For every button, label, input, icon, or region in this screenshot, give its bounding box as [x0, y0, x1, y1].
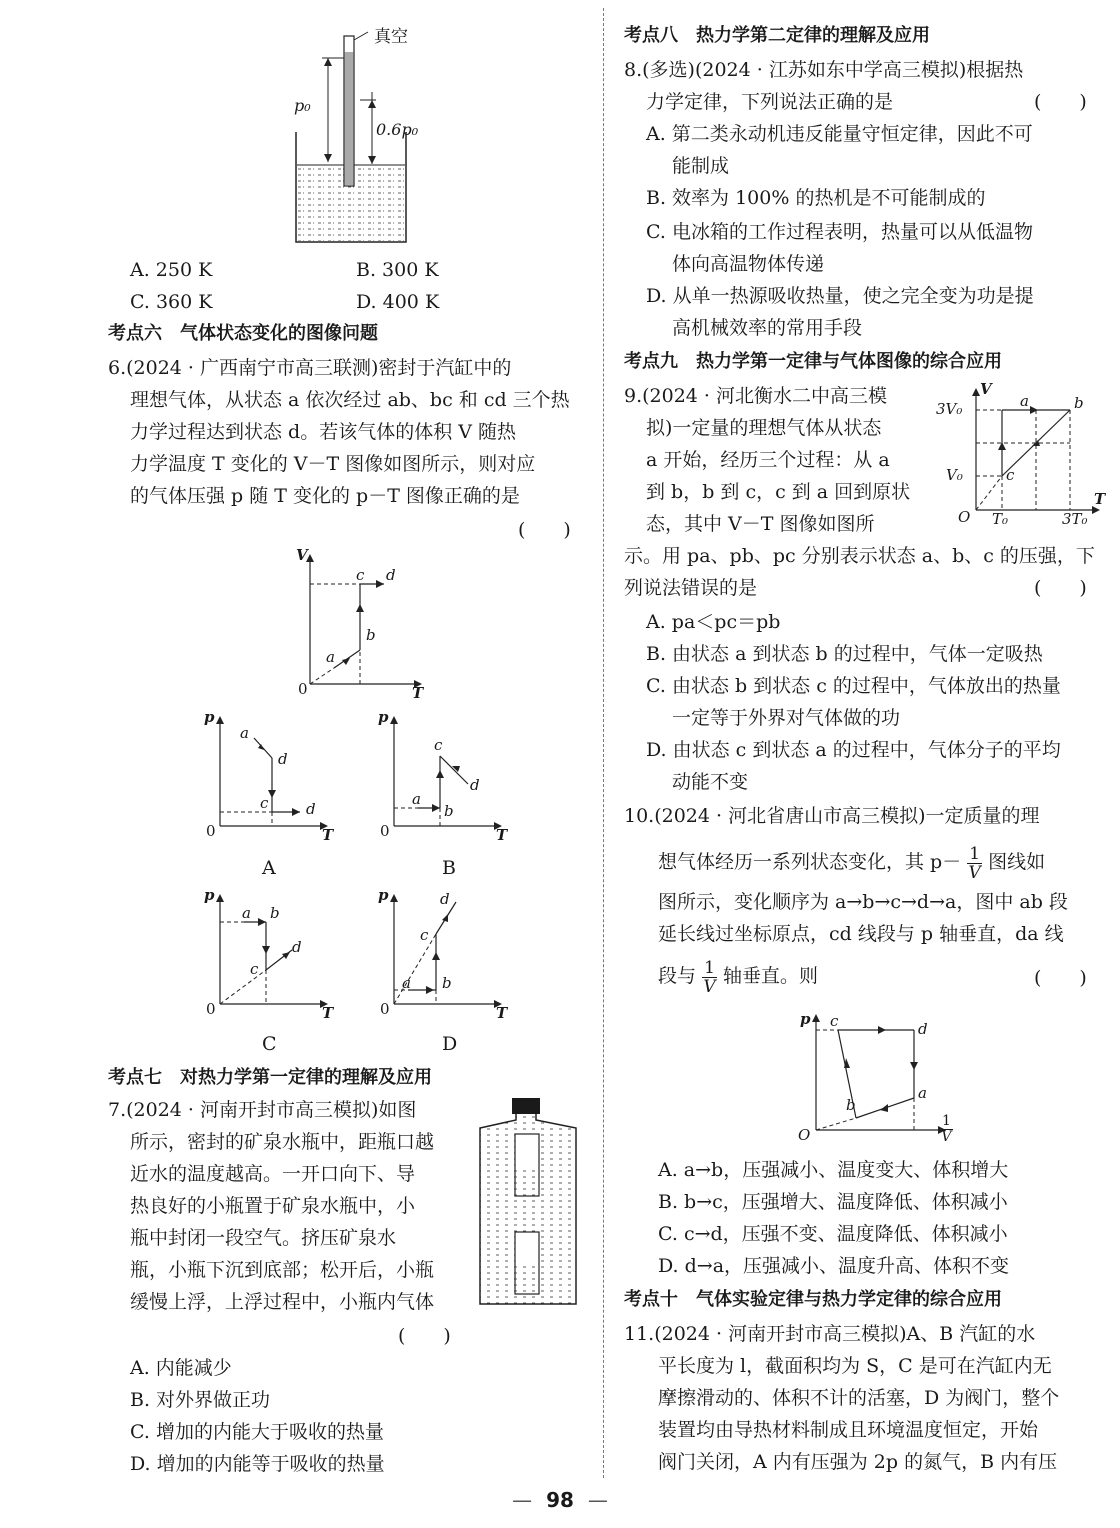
- opt-a-p: p: [204, 708, 215, 726]
- q10-x-axis-label: [940, 1114, 953, 1145]
- q6-option-a-label[interactable]: A: [262, 857, 276, 879]
- opt-b-o: 0: [380, 822, 390, 840]
- q8-line-2: 力学定律，下列说法正确的是: [646, 91, 894, 113]
- q11-line-5: 阀门关闭，A 内有压强为 2p 的氮气，B 内有压: [658, 1451, 1058, 1473]
- q6-line-1: 6.(2024 · 广西南宁市高三联测)密封于汽缸中的: [108, 357, 512, 379]
- opt-b-b: b: [444, 802, 454, 820]
- q9-option-c[interactable]: C. 由状态 b 到状态 c 的过程中，气体放出的热量: [646, 675, 1061, 697]
- q10-line-1: 10.(2024 · 河北省唐山市高三模拟)一定质量的理: [624, 805, 1040, 827]
- q10-a: a: [918, 1084, 927, 1102]
- q9-line-4: 到 b，b 到 c，c 到 a 回到原状: [646, 481, 911, 503]
- page-number-value: 98: [546, 1488, 574, 1512]
- q6-vt-a: a: [326, 648, 335, 666]
- q10-d: d: [918, 1020, 928, 1038]
- q8-option-a[interactable]: A. 第二类永动机违反能量守恒定律，因此不可: [646, 123, 1033, 145]
- q6-line-5: 的气体压强 p 随 T 变化的 p－T 图像正确的是: [130, 485, 520, 507]
- q11-line-1: 11.(2024 · 河南开封市高三模拟)A、B 汽缸的水: [624, 1323, 1036, 1345]
- q11-line-3: 摩擦滑动的、体积不计的活塞，D 为阀门，整个: [658, 1387, 1060, 1409]
- q8-option-b[interactable]: B. 效率为 100% 的热机是不可能制成的: [646, 187, 986, 209]
- q6-vt-c: c: [356, 566, 365, 584]
- opt-b-t: T: [496, 826, 508, 844]
- q6-option-c-graph[interactable]: [204, 886, 344, 1022]
- q10-frac-2: [702, 959, 717, 996]
- q5-option-a[interactable]: A. 250 K: [130, 259, 213, 281]
- q6-option-b-label[interactable]: B: [442, 857, 456, 879]
- opt-c-c: c: [250, 960, 259, 978]
- q10-option-a[interactable]: A. a→b，压强减小、温度变大、体积增大: [658, 1159, 1009, 1181]
- q9-t-axis: T: [1094, 490, 1106, 508]
- q7-line-4: 热良好的小瓶置于矿泉水瓶中，小: [130, 1195, 416, 1217]
- opt-d-c: c: [420, 926, 429, 944]
- q9-line-2: 拟)一定量的理想气体从状态: [646, 417, 882, 439]
- q9-vt-graph: [934, 380, 1106, 530]
- q8-line-1: 8.(多选)(2024 · 江苏如东中学高三模拟)根据热: [624, 59, 1024, 81]
- section-8-title: 考点八 热力学第二定律的理解及应用: [624, 25, 930, 46]
- q9-line-1: 9.(2024 · 河北衡水二中高三模: [624, 385, 888, 407]
- q6-vt-graph: [284, 546, 434, 702]
- q10-line-2: [658, 842, 1045, 882]
- q10-frac-1: [967, 845, 982, 882]
- q8-option-a-cont: 能制成: [672, 155, 730, 177]
- q6-answer-paren[interactable]: ( ): [518, 519, 571, 541]
- p0-label: p₀: [294, 96, 311, 115]
- vacuum-label: 真空: [374, 27, 408, 47]
- page-number: [0, 1488, 1120, 1512]
- section-10-title: 考点十 气体实验定律与热力学定律的综合应用: [624, 1289, 1002, 1310]
- q5-option-b[interactable]: B. 300 K: [356, 259, 439, 281]
- q11-line-4: 装置均由导热材料制成且环境温度恒定，开始: [658, 1419, 1039, 1441]
- q9-c: c: [1006, 466, 1015, 484]
- q7-option-b[interactable]: B. 对外界做正功: [130, 1389, 271, 1411]
- q10-x-axis-num: 1: [942, 1113, 951, 1129]
- column-divider: [603, 8, 604, 1478]
- opt-c-p: p: [204, 886, 215, 904]
- q8-option-c-cont: 体向高温物体传递: [672, 253, 825, 275]
- opt-a-a: a: [240, 724, 249, 742]
- q8-option-d-cont: 高机械效率的常用手段: [672, 317, 863, 339]
- q10-origin: O: [798, 1126, 811, 1144]
- q6-vt-b: b: [366, 626, 376, 644]
- opt-a-c: c: [260, 794, 269, 812]
- opt-c-t: T: [322, 1004, 334, 1022]
- q8-option-d[interactable]: D. 从单一热源吸收热量，使之完全变为功是提: [646, 285, 1034, 307]
- q10-p-axis: p: [800, 1010, 811, 1028]
- q6-line-2: 理想气体，从状态 a 依次经过 ab、bc 和 cd 三个热: [130, 389, 570, 411]
- q10-option-c[interactable]: C. c→d，压强不变、温度降低、体积减小: [658, 1223, 1008, 1245]
- opt-b-p: p: [378, 708, 389, 726]
- q10-p-invv-graph: [794, 1010, 964, 1148]
- q10-line-5-post: 轴垂直。则: [722, 965, 818, 987]
- section-9-title: 考点九 热力学第一定律与气体图像的综合应用: [624, 351, 1002, 372]
- opt-d-a: a: [402, 974, 411, 992]
- q9-option-a[interactable]: A. pa＜pc＝pb: [646, 611, 781, 633]
- q10-line-2-pre: 想气体经历一系列状态变化，其 p－: [658, 851, 962, 873]
- q5-option-d[interactable]: D. 400 K: [356, 291, 440, 313]
- q9-v-top: 3V₀: [936, 400, 963, 418]
- q9-option-d[interactable]: D. 由状态 c 到状态 a 的过程中，气体分子的平均: [646, 739, 1061, 761]
- section-7-title: 考点七 对热力学第一定律的理解及应用: [108, 1067, 432, 1088]
- opt-b-d: d: [470, 776, 480, 794]
- q9-option-c-cont: 一定等于外界对气体做的功: [672, 707, 901, 729]
- q9-line-6: 示。用 pa、pb、pc 分别表示状态 a、b、c 的压强，下: [624, 545, 1095, 567]
- p06-label: 0.6p₀: [376, 120, 419, 139]
- q11-line-2: 平长度为 l，截面积均为 S，C 是可在汽缸内无: [658, 1355, 1052, 1377]
- q9-option-d-cont: 动能不变: [672, 771, 749, 793]
- opt-a-d2: d: [306, 800, 316, 818]
- q10-line-5: [658, 956, 818, 996]
- q9-line-5: 态，其中 V－T 图像如图所: [646, 513, 875, 535]
- q7-bottle-figure: [478, 1096, 580, 1308]
- q10-frac-2-den: V: [703, 976, 716, 997]
- q7-line-2: 所示，密封的矿泉水瓶中，距瓶口越: [130, 1131, 435, 1153]
- opt-d-p: p: [378, 886, 389, 904]
- q9-v-low: V₀: [946, 466, 963, 484]
- q7-line-1: 7.(2024 · 河南开封市高三模拟)如图: [108, 1099, 417, 1121]
- q9-t-top: 3T₀: [1062, 510, 1088, 528]
- q10-frac-2-num: 1: [704, 957, 715, 978]
- q9-option-b[interactable]: B. 由状态 a 到状态 b 的过程中，气体一定吸热: [646, 643, 1043, 665]
- q9-line-7: 列说法错误的是: [624, 577, 758, 599]
- q6-vt-v-label: V: [296, 546, 308, 564]
- opt-b-c: c: [434, 736, 443, 754]
- q10-line-5-pre: 段与: [658, 965, 697, 987]
- q9-t-low: T₀: [992, 510, 1009, 528]
- q7-line-7: 缓慢上浮，上浮过程中，小瓶内气体: [130, 1291, 435, 1313]
- opt-a-o: 0: [206, 822, 216, 840]
- opt-c-d: d: [292, 938, 302, 956]
- q7-option-a[interactable]: A. 内能减少: [130, 1357, 232, 1379]
- q7-line-3: 近水的温度越高。一开口向下、导: [130, 1163, 416, 1185]
- q10-c: c: [830, 1012, 839, 1030]
- q9-v-axis: V: [980, 380, 992, 398]
- page-number-dash-left: —: [512, 1488, 533, 1512]
- q6-vt-origin: 0: [298, 680, 308, 698]
- opt-d-o: 0: [380, 1000, 390, 1018]
- q6-vt-d: d: [386, 566, 396, 584]
- section-6-title: 考点六 气体状态变化的图像问题: [108, 323, 378, 344]
- q10-line-2-post: 图线如: [988, 851, 1046, 873]
- opt-c-b: b: [270, 904, 280, 922]
- q10-answer-paren[interactable]: ( ): [1034, 967, 1087, 989]
- q7-option-d[interactable]: D. 增加的内能等于吸收的热量: [130, 1453, 385, 1475]
- q6-option-b-graph[interactable]: [378, 708, 518, 844]
- q5-figure: [288, 22, 548, 250]
- q10-option-d[interactable]: D. d→a，压强减小、温度升高、体积不变: [658, 1255, 1010, 1277]
- q7-option-c[interactable]: C. 增加的内能大于吸收的热量: [130, 1421, 384, 1443]
- opt-d-b: b: [442, 974, 452, 992]
- q6-option-d-label[interactable]: D: [442, 1033, 458, 1055]
- q10-frac-1-den: V: [968, 862, 981, 883]
- q6-option-a-graph[interactable]: [204, 708, 344, 844]
- q9-origin: O: [958, 508, 971, 526]
- opt-a-d1: d: [278, 750, 288, 768]
- opt-c-a: a: [242, 904, 251, 922]
- q6-option-c-label[interactable]: C: [262, 1033, 277, 1055]
- q10-option-b[interactable]: B. b→c，压强增大、温度降低、体积减小: [658, 1191, 1008, 1213]
- q7-line-6: 瓶，小瓶下沉到底部；松开后，小瓶: [130, 1259, 435, 1281]
- q6-line-3: 力学过程达到状态 d。若该气体的体积 V 随热: [130, 421, 517, 443]
- q6-option-d-graph[interactable]: [378, 886, 518, 1022]
- q8-option-c[interactable]: C. 电冰箱的工作过程表明，热量可以从低温物: [646, 221, 1033, 243]
- q7-answer-paren[interactable]: ( ): [398, 1325, 451, 1347]
- q10-line-4: 延长线过坐标原点，cd 线段与 p 轴垂直，da 线: [658, 923, 1064, 945]
- q5-option-c[interactable]: C. 360 K: [130, 291, 213, 313]
- q9-answer-paren[interactable]: ( ): [1034, 577, 1087, 599]
- q6-vt-t-label: T: [412, 684, 424, 702]
- opt-d-d: d: [440, 890, 450, 908]
- page-number-dash-right: —: [587, 1488, 608, 1512]
- q9-line-3: a 开始，经历三个过程：从 a: [646, 449, 890, 471]
- opt-c-o: 0: [206, 1000, 216, 1018]
- q6-line-4: 力学温度 T 变化的 V－T 图像如图所示，则对应: [130, 453, 536, 475]
- opt-d-t: T: [496, 1004, 508, 1022]
- q9-b: b: [1074, 394, 1084, 412]
- q7-line-5: 瓶中封闭一段空气。挤压矿泉水: [130, 1227, 397, 1249]
- q8-answer-paren[interactable]: ( ): [1034, 91, 1087, 113]
- q9-a: a: [1020, 392, 1029, 410]
- opt-b-a: a: [412, 790, 421, 808]
- q10-line-3: 图所示，变化顺序为 a→b→c→d→a，图中 ab 段: [658, 891, 1068, 913]
- q10-frac-1-num: 1: [969, 843, 981, 864]
- q10-x-axis-den: V: [941, 1129, 952, 1145]
- q10-b: b: [846, 1096, 856, 1114]
- opt-a-t: T: [322, 826, 334, 844]
